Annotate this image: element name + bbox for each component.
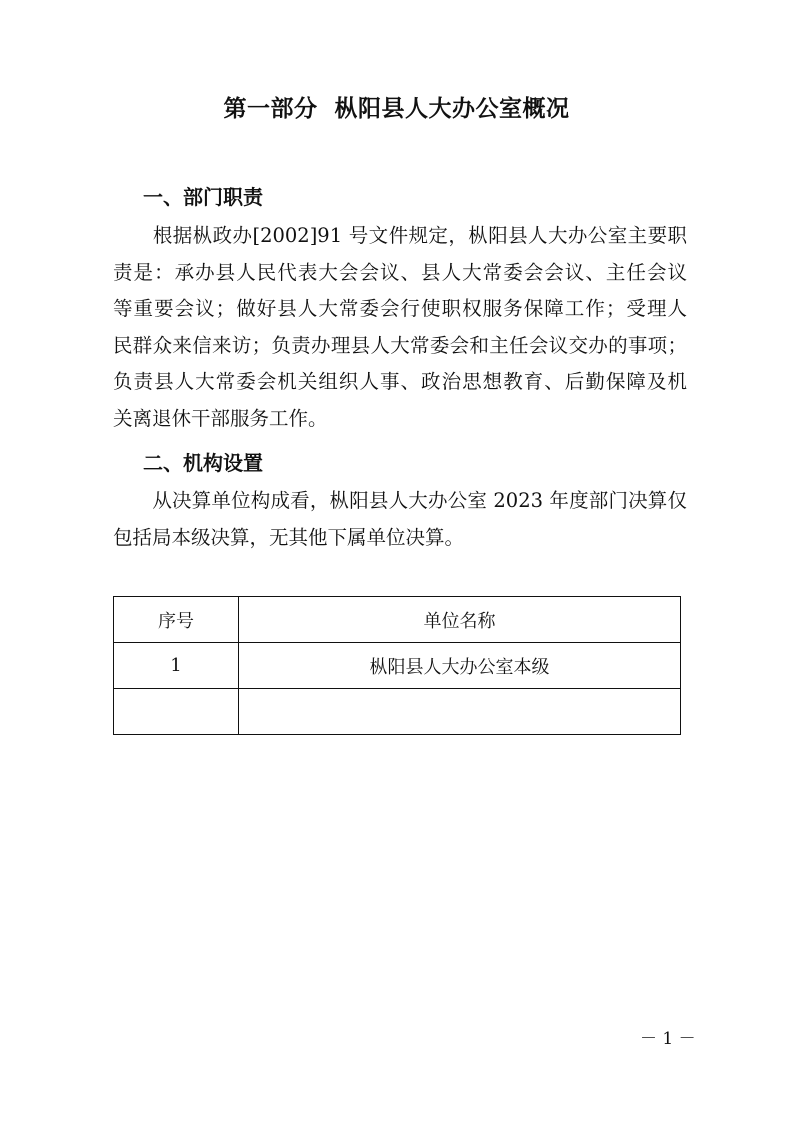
- section-heading-duties: 一、部门职责: [143, 185, 263, 209]
- table-row: [114, 643, 681, 689]
- table-cell-unit-name: 枞阳县人大办公室本级: [239, 643, 681, 689]
- header-cell-unit-name: 单位名称: [239, 597, 681, 643]
- header-cell-serial: 序号: [114, 597, 239, 643]
- table-cell-unit-name: [239, 689, 681, 735]
- section-paragraph-structure: [113, 483, 687, 556]
- page-number: － 1 －: [640, 1029, 696, 1049]
- table-cell-serial: 1: [114, 643, 239, 689]
- paragraph-line: 等重要会议；做好县人大常委会行使职权服务保障工作；受理人: [113, 297, 687, 321]
- table-row: [114, 689, 681, 735]
- paragraph-line: 民群众来信来访；负责办理县人大常委会和主任会议交办的事项；: [113, 333, 687, 357]
- paragraph-line: 负责县人大常委会机关组织人事、政治思想教育、后勤保障及机: [113, 370, 687, 394]
- paragraph-line: 关离退休干部服务工作。: [113, 406, 328, 430]
- document-title: 第一部分 枞阳县人大办公室概况: [223, 96, 570, 122]
- section-paragraph-duties: [113, 218, 687, 438]
- table-header-row: [114, 597, 681, 643]
- paragraph-line: 责是：承办县人民代表大会会议、县人大常委会会议、主任会议: [113, 260, 687, 284]
- paragraph-line: 包括局本级决算，无其他下属单位决算。: [113, 525, 465, 549]
- section-heading-structure: 二、机构设置: [143, 451, 263, 475]
- paragraph-line: 根据枞政办[2002]91 号文件规定，枞阳县人大办公室主要职: [113, 224, 687, 247]
- table-cell-serial: [114, 689, 239, 735]
- unit-table: [113, 596, 681, 735]
- paragraph-line: 从决算单位构成看，枞阳县人大办公室 2023 年度部门决算仅: [113, 489, 687, 512]
